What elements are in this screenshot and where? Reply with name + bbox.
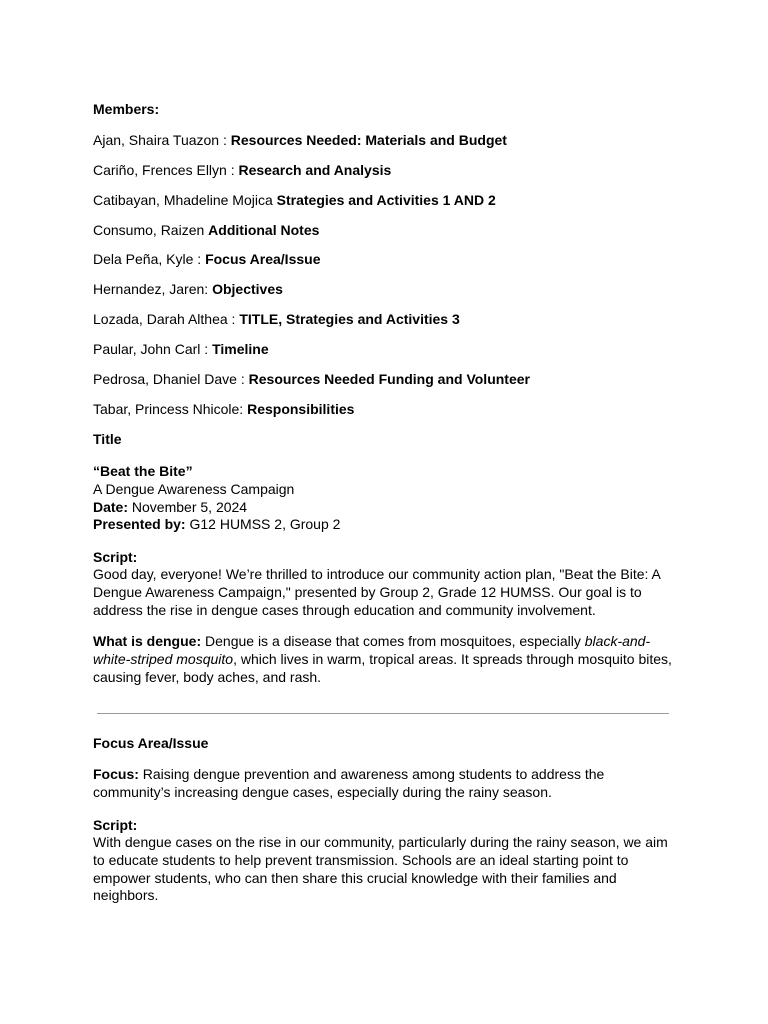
dengue-paragraph: [93, 633, 683, 686]
campaign-subtitle: A Dengue Awareness Campaign: [93, 481, 295, 497]
member-line: [93, 340, 269, 358]
presented-label: Presented by:: [93, 516, 186, 532]
presented-value: G12 HUMSS 2, Group 2: [185, 516, 341, 532]
member-line: [93, 161, 391, 179]
focus-script-label: Script:: [93, 817, 138, 833]
member-name: Tabar, Princess Nhicole:: [93, 401, 248, 417]
member-name: Consumo, Raizen: [93, 222, 209, 238]
member-line: [93, 370, 530, 388]
member-role: Additional Notes: [208, 222, 320, 238]
member-name: Cariño, Frences Ellyn :: [93, 162, 239, 178]
dengue-text: Dengue is a disease that comes from mosquitoes, especially: [201, 633, 585, 649]
member-name: Lozada, Darah Althea :: [93, 311, 240, 327]
member-role: Resources Needed: Materials and Budget: [230, 132, 507, 148]
member-role: Responsibilities: [247, 401, 355, 417]
member-line: [93, 310, 460, 328]
dengue-label: What is dengue:: [93, 633, 202, 649]
member-line: [93, 191, 496, 209]
member-name: Hernandez, Jaren:: [93, 281, 213, 297]
member-line: [93, 400, 354, 418]
member-role: Objectives: [212, 281, 283, 297]
member-role: TITLE, Strategies and Activities 3: [239, 311, 460, 327]
focus-label: Focus:: [93, 766, 139, 782]
member-role: Research and Analysis: [238, 162, 392, 178]
presented-line: [93, 515, 340, 533]
title-heading: Title: [93, 431, 122, 447]
focus-heading: Focus Area/Issue: [93, 735, 209, 751]
member-name: Catibayan, Mhadeline Mojica: [93, 192, 277, 208]
member-line: [93, 250, 320, 268]
script-paragraph: Good day, everyone! We’re thrilled to introduce our community action plan, "Beat the Bite: A Dengue Awareness Campaign," presented by Group 2, Grade 12 HUMSS. Our goal is to address the rise in dengue cases through education and community involvement.: [93, 566, 661, 618]
member-role: Timeline: [212, 341, 269, 357]
member-name: Paular, John Carl :: [93, 341, 213, 357]
date-line: [93, 498, 247, 516]
member-name: Pedrosa, Dhaniel Dave :: [93, 371, 249, 387]
focus-text: Raising dengue prevention and awareness among students to address the community’s increasing dengue cases, especially during the rainy season.: [93, 766, 605, 800]
member-role: Focus Area/Issue: [205, 251, 321, 267]
date-label: Date:: [93, 499, 129, 515]
member-name: Dela Peña, Kyle :: [93, 251, 206, 267]
dengue-text: , which lives in warm, tropical areas. It spreads through mosquito bites, causing fever, body aches, and rash.: [93, 650, 672, 685]
member-role: Strategies and Activities 1 AND 2: [276, 192, 496, 208]
member-line: [93, 280, 283, 298]
focus-paragraph: [93, 766, 683, 802]
section-divider: [97, 713, 669, 714]
member-line: [93, 221, 319, 239]
members-heading: Members:: [93, 101, 160, 117]
member-line: [93, 131, 507, 149]
script-label: Script:: [93, 549, 138, 565]
dengue-italic-text: black-and-white-striped mosquito: [93, 633, 651, 667]
member-name: Ajan, Shaira Tuazon :: [93, 132, 231, 148]
date-value: November 5, 2024: [128, 499, 248, 515]
member-role: Resources Needed Funding and Volunteer: [248, 371, 530, 387]
focus-script-paragraph: With dengue cases on the rise in our community, particularly during the rainy season, we aim to educate students to help prevent transmission. Schools are an ideal starting point to empower students, who can then share this crucial knowledge with their families and neighbors.: [93, 834, 668, 904]
campaign-title: “Beat the Bite”: [93, 463, 193, 479]
